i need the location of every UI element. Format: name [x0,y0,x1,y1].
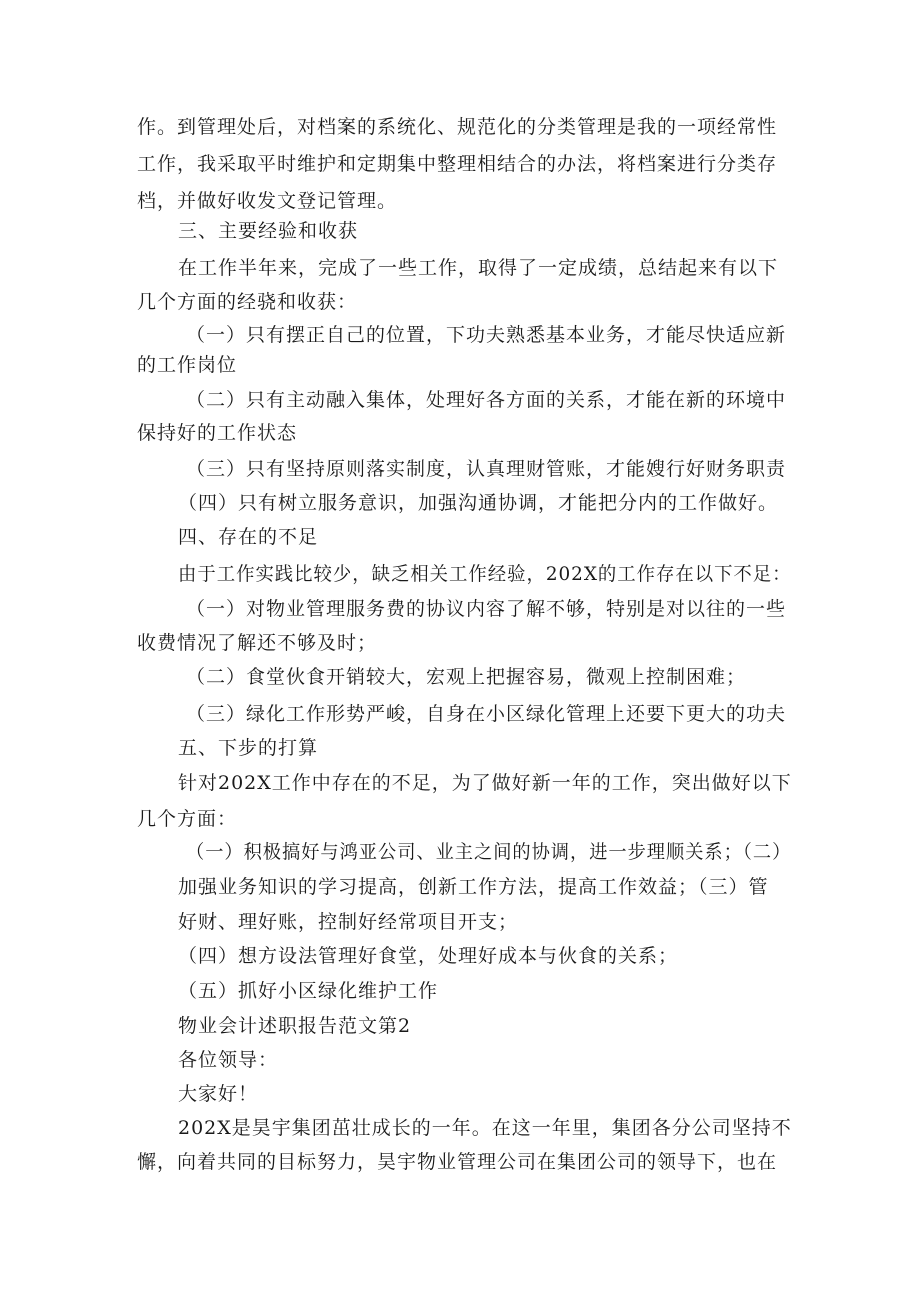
document-title: 物业会计述职报告范文第2 [178,1015,412,1037]
text-line: 收费情况了解还不够及时； [137,632,378,654]
list-item: （一）积极搞好与鸿亚公司、业主之间的协调，进一步理顺关系；（二） [186,841,792,863]
list-item: （二）食堂伙食开销较大，宏观上把握容易，微观上控制困难； [186,666,747,688]
salutation: 各位领导： [178,1049,279,1071]
text-line: 保持好的工作状态 [137,422,298,444]
list-item: （一）只有摆正自己的位置，下功夫熟悉基本业务，才能尽快适应新 [186,324,787,346]
list-item: （二）只有主动融入集体，处理好各方面的关系，才能在新的环境中 [186,389,787,411]
list-item: （三）只有坚持原则落实制度，认真理财管账，才能嫂行好财务职责 [186,458,787,480]
text-line: 工作，我采取平时维护和定期集中整理相结合的办法，将档案进行分类存 [137,153,778,175]
text-line: 在工作半年来，完成了一些工作，取得了一定成绩，总结起来有以下 [178,257,779,279]
list-item: （五）抓好小区绿化维护工作 [178,980,439,1002]
section-heading: 四、存在的不足 [178,526,319,548]
text-line: 懈，向着共同的目标努力，昊宇物业管理公司在集团公司的领导下，也在 [137,1151,778,1173]
section-heading: 五、下步的打算 [178,737,319,759]
text-line: 针对202X工作中存在的不足，为了做好新一年的工作，突出做好以下 [178,772,792,794]
section-heading: 三、主要经验和收获 [178,220,359,242]
list-item: （一）对物业管理服务费的协议内容了解不够，特别是对以往的一些 [186,598,787,620]
text-line: 档，并做好收发文登记管理。 [137,190,398,212]
text-line: 的工作岗位 [137,354,238,376]
text-line: 几个方面的经骁和收获： [137,291,358,313]
text-line: 作。到管理处后，对档案的系统化、规范化的分类管理是我的一项经常性 [137,116,778,138]
list-item: （四）想方设法管理好食堂，处理好成本与伙食的关系； [178,945,679,967]
text-line: 202X是昊宇集团茁壮成长的一年。在这一年里，集团各分公司坚持不 [178,1117,792,1139]
text-line: 加强业务知识的学习提高，创新工作方法，提高工作效益；（三）管 [178,876,769,898]
list-item: （三）绿化工作形势严峻，自身在小区绿化管理上还要下更大的功夫 [186,703,787,725]
text-line: 由于工作实践比较少，缺乏相关工作经验，202X的工作存在以下不足： [178,563,792,585]
greeting: 大家好！ [178,1083,259,1105]
list-item: （四）只有树立服务意识，加强沟通协调，才能把分内的工作做好。 [178,492,779,514]
text-line: 几个方面： [137,808,238,830]
text-line: 好财、理好账，控制好经常项目开支； [178,911,519,933]
